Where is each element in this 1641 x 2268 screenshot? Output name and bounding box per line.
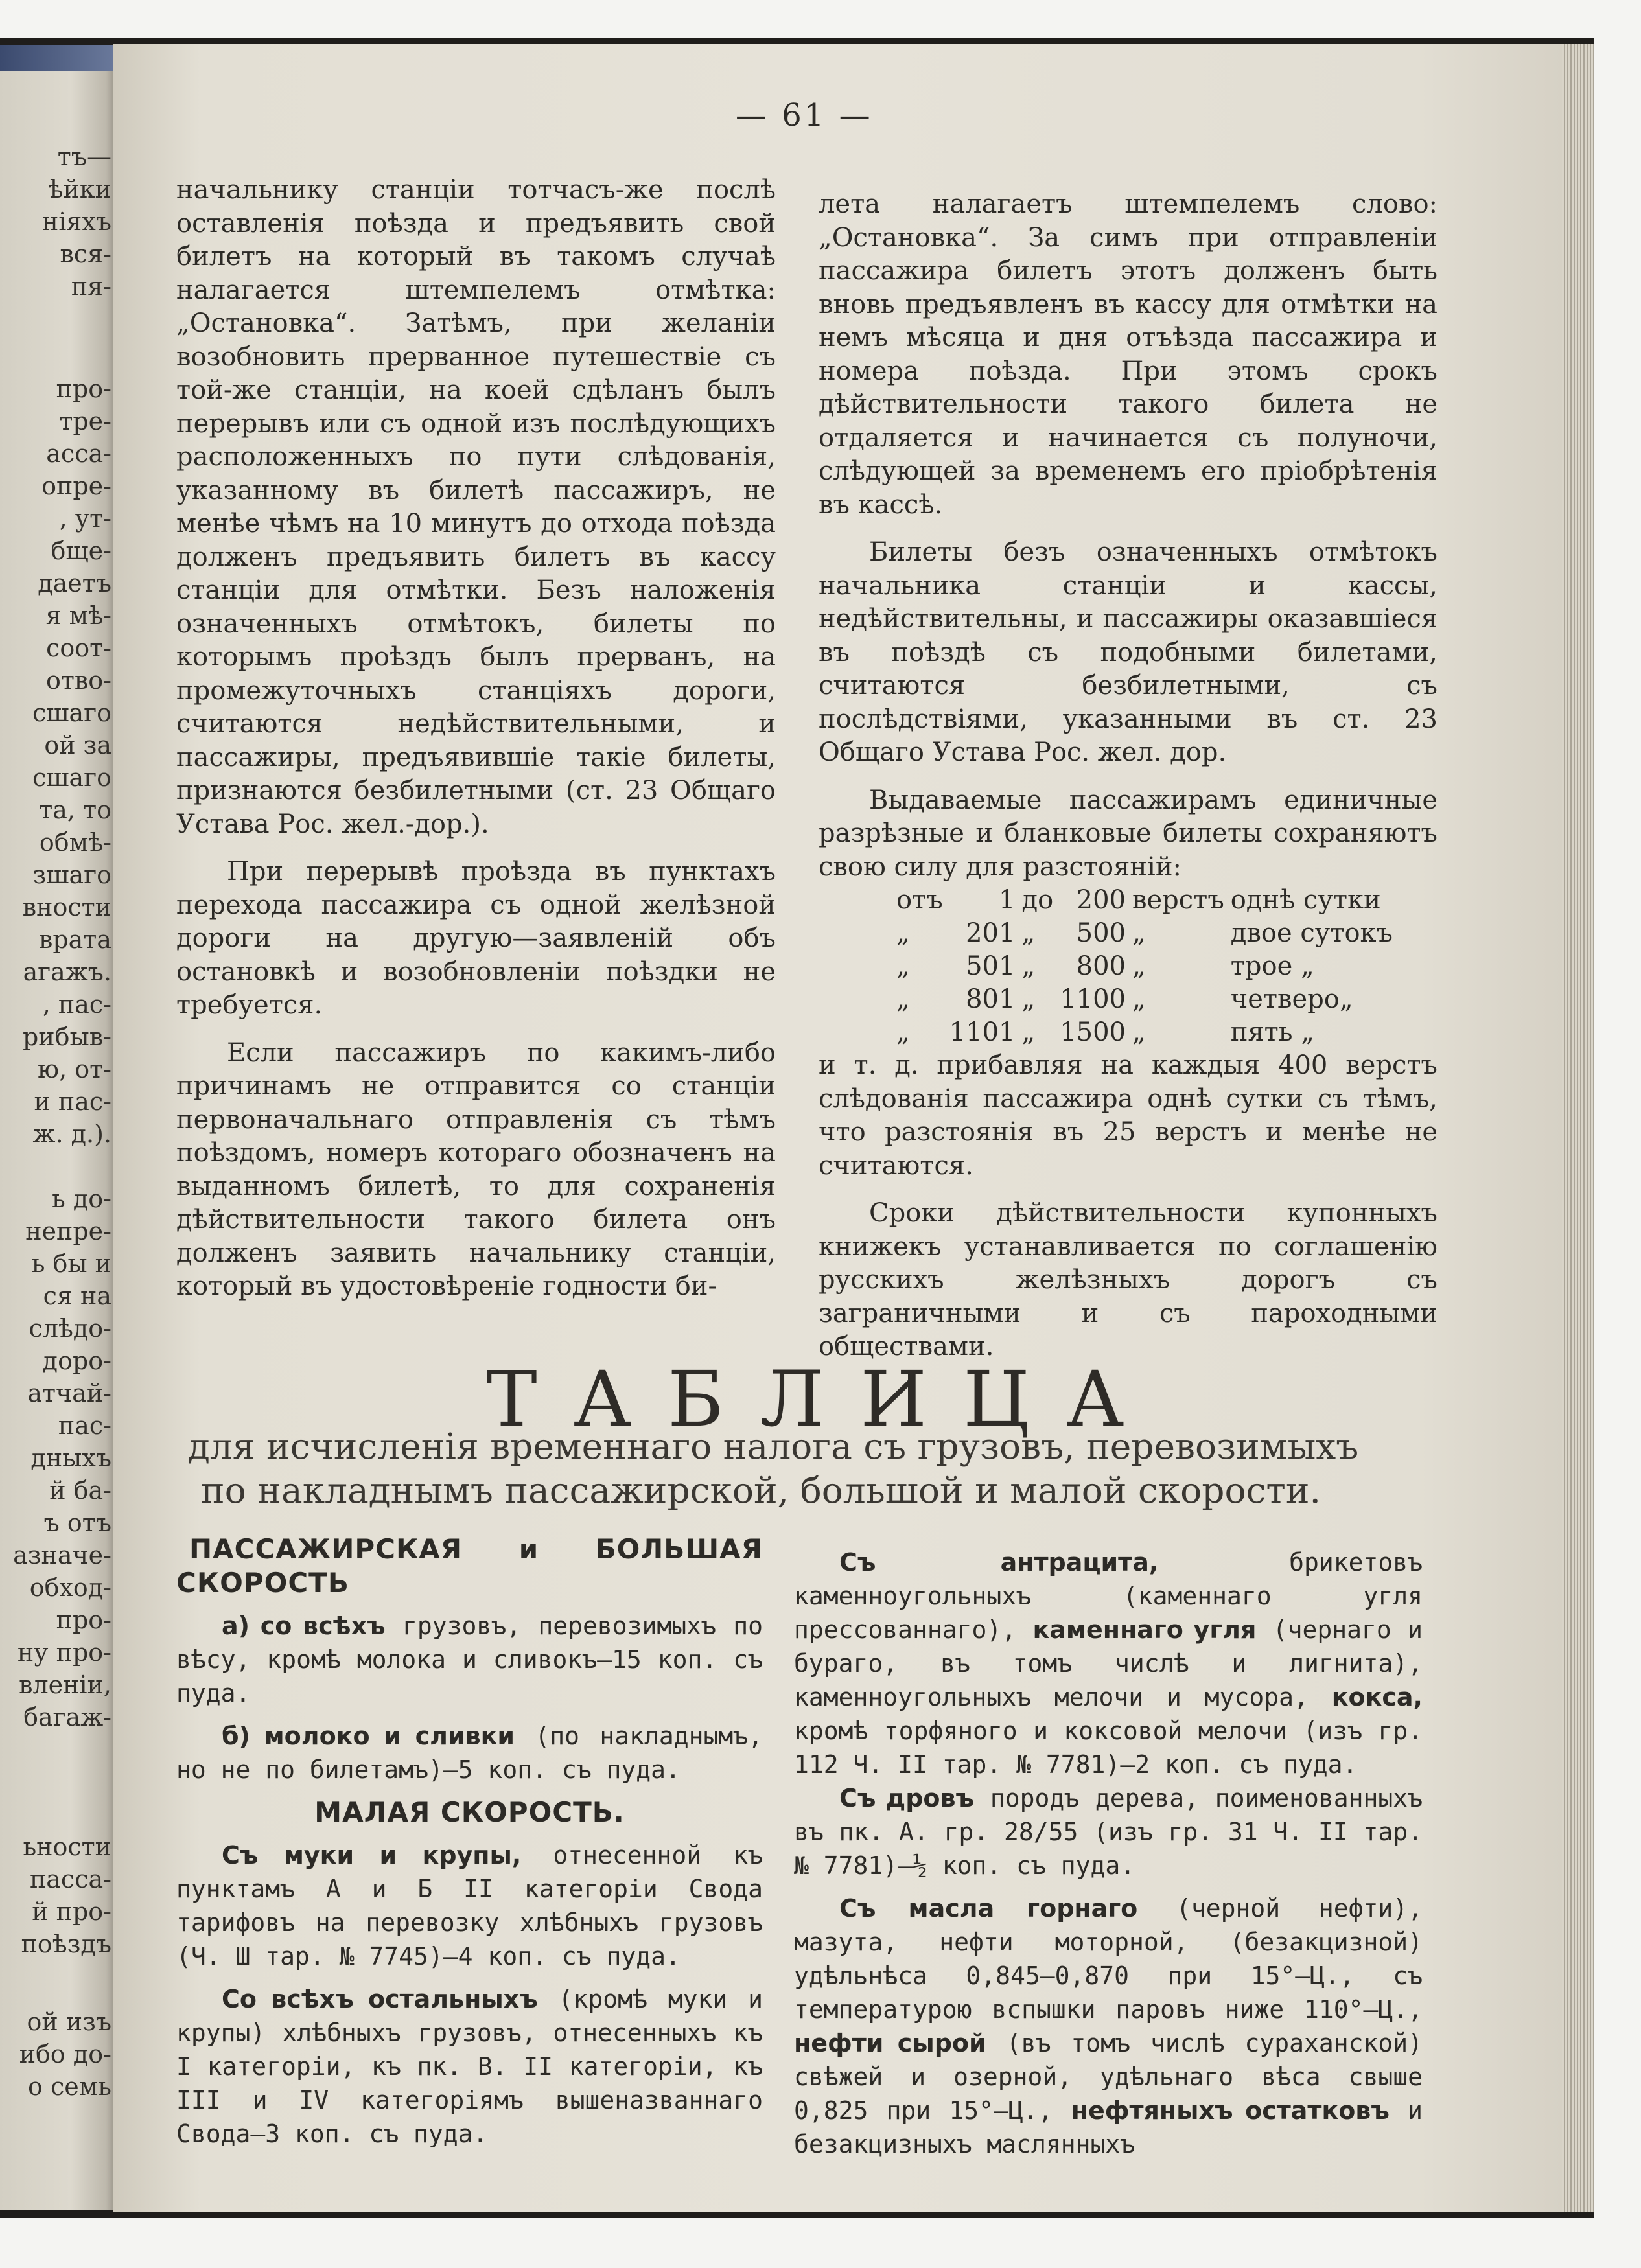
left-page-fragment: вленіи, [19,1671,111,1699]
left-page-fragment: опре- [41,472,111,500]
left-page-fragment: ой изъ [27,2008,111,2036]
left-page-fragment: ніяхъ [41,207,111,236]
paragraph: начальнику станціи тотчасъ-же послѣ оставленія поѣзда и предъявить свой билетъ на который въ такомъ случаѣ налагается штемпелемъ отмѣтка: „Остановка“. Затѣмъ, при желаніи возобновить прерванное путешествіе съ той-же станціи, на коей сдѣланъ былъ перерывъ или съ одной изъ послѣдующихъ расположенныхъ по пути слѣдованія, указанному въ билетѣ пассажиръ, не менѣе чѣмъ на 10 минутъ до отхода поѣзда долженъ предъявить билетъ въ кассу станціи для отмѣтки. Безъ наложенія означенныхъ отмѣтокъ, билеты по которымъ проѣздъ былъ прерванъ, на промежуточныхъ станціяхъ дороги, считаются недѣйствительными, и пассажиры, предъявившіе такіе билеты, признаются безбилетными (ст. 23 Общаго Устава Рос. жел.-дор.). [176,175,776,839]
table-cell-from: 801 [966,984,1016,1014]
item-text: (по накладнымъ, но не по билетамъ)—5 коп. съ пуда. [176,1722,763,1784]
left-page-fragment: ьности [23,1833,111,1861]
tax-column-right [794,1545,1423,2161]
table-title: ТАБЛИЦА [486,1354,1161,1444]
table-row [896,884,1399,917]
left-page-fragment: сшаго [32,699,111,727]
table-cell-unit: „ [1132,1017,1146,1047]
left-page-fragment: та, то [39,796,111,824]
left-page-fragment: пасса- [29,1865,111,1893]
paragraph: Выдаваемые пассажирамъ единичные разрѣзные и бланковые билеты сохраняютъ свою силу для разстояній: [819,785,1437,882]
left-page-fragment: й про- [32,1897,111,1926]
item-label: кокса, [1331,1683,1423,1711]
left-page-fragment: ь до- [52,1185,111,1213]
item-label: Со всѣхъ остальныхъ [222,1985,538,2013]
paragraph: Билеты безъ означенныхъ отмѣтокъ начальника станціи и кассы, недѣйствительны, и пассажиры оказавшіеся въ поѣздѣ съ подобными билетами, считаются безбилетными, съ послѣдствіями, указанными въ ст. 23 Общаго Устава Рос. жел. дор. [819,537,1437,767]
table-cell-period: трое „ [1230,951,1314,981]
table-cell-to: 1100 [1060,984,1126,1014]
item-label: б) молоко и сливки [222,1722,515,1750]
table-cell-sep: до [1021,885,1054,915]
left-page-fragment: ибо до- [19,2040,111,2068]
item-label: Съ антрацита, [839,1548,1159,1577]
left-page-fragment: дныхъ [30,1444,111,1472]
paragraph: Если пассажиръ по какимъ-либо причинамъ не отправится со станціи первоначальнаго отправленія съ тѣмъ поѣздомъ, номеръ котораго обозначенъ на выданномъ билетѣ, то для сохраненія дѣйствительности такого билета онъ долженъ заявить начальнику станціи, который въ удостовѣреніе годности би- [176,1037,776,1301]
table-cell-unit: „ [1132,951,1146,981]
left-page-fragment: бще- [51,537,111,565]
item-label: Съ муки и крупы, [222,1841,522,1869]
item-text: и безакцизныхъ маслянныхъ [794,2096,1423,2158]
item-label: Съ масла горнаго [839,1894,1138,1923]
left-page-fragment: пя- [71,272,111,301]
table-subtitle-line1: для исчисленія временнаго налога съ грузовъ, перевозимыхъ [188,1426,1359,1467]
item-label: каменнаго угля [1032,1615,1257,1644]
table-cell-sep: „ [1021,984,1036,1014]
left-page-fragment: багаж- [23,1703,111,1731]
table-cell-period: однѣ сутки [1230,885,1381,915]
item-text: (черной нефти), мазута, нефти моторной, (безакцизной) удѣльнѣса 0,845—0,870 при 15°—Ц., съ температурою вспышки паровъ ниже 110°—Ц., [794,1894,1423,2024]
left-page-fragment: ѣйки [48,175,111,203]
table-cell-to: 200 [1076,885,1126,915]
left-page-fragment: доро- [42,1347,111,1375]
left-page-fragment: врата [38,925,111,954]
table-cell-period: четверо„ [1230,984,1353,1014]
left-page-fragment: , ут- [59,504,111,533]
left-page-fragment: азначе- [13,1541,111,1569]
paragraph: лета налагаетъ штемпелемъ слово: „Остановка“. За симъ при отправленіи пассажира билетъ этотъ долженъ быть вновь предъявленъ въ кассу для отмѣтки на немъ мѣсяца и дня отъѣзда пассажира и номера поѣзда. При этомъ срокъ дѣйствительности такого билета не отдаляется и начинается съ полуночи, слѣдующей за временемъ его пріобрѣтенія въ кассѣ. [819,189,1437,520]
left-page-fragment: ж. д.). [32,1120,111,1148]
left-page-edge [0,45,118,2210]
left-page-fragment: зшаго [32,861,111,889]
item-text: (кромѣ муки и крупы) хлѣбныхъ грузовъ, отнесенныхъ къ I категоріи, къ пк. В. II категоріи, къ III и IV категоріямъ вышеназваннаго Свода—3 коп. съ пуда. [176,1985,763,2148]
table-cell-unit: „ [1132,918,1146,948]
left-page-fragment: про- [56,375,111,403]
left-page-fragment: вся- [60,240,111,268]
table-cell-prefix: „ [896,1017,910,1047]
item-text: кромѣ торфяного и коксовой мелочи (изъ гр. 112 Ч. II тар. № 7781)—2 коп. съ пуда. [794,1717,1423,1779]
item-oil [794,1892,1423,2161]
item-b [176,1719,763,1787]
item-label: нефти сырой [794,2029,986,2057]
table-cell-unit: „ [1132,984,1146,1014]
binding-strip [0,45,118,71]
table-cell-unit: верстъ [1132,885,1224,915]
table-cell-sep: „ [1021,951,1036,981]
table-row [896,1016,1399,1049]
left-page-fragment: тъ— [57,143,111,171]
left-page-fragment: асса- [46,439,111,468]
item-text: отнесенной къ пунктамъ А и Б II категоріи Свода тарифовъ на перевозку хлѣбныхъ грузовъ (Ч. Ш тар. № 7745)—4 коп. съ пуда. [176,1841,763,1971]
item-text: грузовъ, перевозимыхъ по вѣсу, кромѣ молока и сливокъ—15 коп. съ пуда. [176,1612,763,1707]
left-page-fragment: сшаго [32,763,111,792]
left-page-fragment: ь бы и [31,1249,111,1278]
table-subtitle-line2: по накладнымъ пассажирской, большой и малой скорости. [201,1470,1321,1511]
left-page-fragment: ся на [43,1282,111,1310]
left-page-fragment: атчай- [27,1379,111,1407]
table-cell-prefix: „ [896,951,910,981]
table-cell-prefix: „ [896,984,910,1014]
left-page-fragment: пас- [58,1411,111,1440]
left-page-fragment: я мѣ- [45,601,111,630]
item-text: (въ томъ числѣ сураханской) свѣжей и озерной, удѣльнаго вѣса свыше 0,825 при 15°—Ц., [794,2029,1423,2125]
page-stack-edge [1562,44,1594,2212]
paragraph: При перерывѣ проѣзда въ пунктахъ перехода пассажира съ одной желѣзной дороги на другую—заявленій объ остановкѣ и возобновленіи поѣздки не требуется. [176,857,776,1020]
item-other [176,1982,763,2151]
table-row [896,983,1399,1016]
section-heading: ПАССАЖИРСКАЯ и БОЛЬШАЯ СКОРОСТЬ [176,1533,763,1599]
item-a [176,1609,763,1710]
table-row [896,917,1399,950]
section-heading: МАЛАЯ СКОРОСТЬ. [314,1796,625,1828]
left-page-fragment: , пас- [42,990,111,1019]
left-page-fragment: рибыв- [22,1023,111,1051]
left-page-fragment: тре- [59,407,111,435]
item-label: нефтяныхъ остатковъ [1071,2096,1390,2125]
item-label: а) со всѣхъ [222,1612,386,1640]
text-column-left [176,174,776,1304]
left-page-fragment: соот- [46,634,111,662]
table-cell-from: 501 [966,951,1016,981]
left-page-fragment: ой за [44,731,111,759]
item-text: породъ дерева, поименованныхъ въ пк. А. гр. 28/55 (изъ гр. 31 Ч. II тар. № 7781)—½ коп. съ пуда. [794,1784,1423,1880]
table-cell-sep: „ [1021,918,1036,948]
left-page-fragment: ю, от- [38,1055,111,1083]
left-page-fragment: обход- [29,1573,111,1602]
table-cell-from: 1101 [949,1017,1016,1047]
left-page-fragment: слѣдо- [29,1314,111,1343]
item-text: (чернаго и бураго, въ томъ числѣ и лигнита), каменноугольныхъ мелочи и мусора, [794,1615,1423,1711]
left-page-fragment: й ба- [49,1476,111,1505]
table-cell-from: 1 [999,885,1016,915]
table-cell-to: 500 [1076,918,1126,948]
item-wood [794,1781,1423,1882]
table-cell-period: двое сутокъ [1230,918,1393,948]
table-cell-to: 800 [1076,951,1126,981]
table-cell-prefix: отъ [896,885,943,915]
item-anthracite [794,1545,1423,1781]
item-flour [176,1838,763,1973]
left-page-fragment: поѣздъ [21,1930,111,1958]
tax-column-left [176,1533,763,2151]
item-text: брикетовъ каменноугольныхъ (каменнаго угля прессованнаго), [794,1548,1423,1644]
page-number: — 61 — [736,97,873,133]
paragraph: и т. д. прибавляя на каждыя 400 верстъ слѣдованія пассажира однѣ сутки съ тѣмъ, что разстоянія въ 25 верстъ и менѣе не считаются. [819,1050,1437,1181]
left-page-fragment: обмѣ- [39,828,111,857]
left-page-fragment: отво- [45,666,111,695]
table-cell-to: 1500 [1060,1017,1126,1047]
left-page-fragment: ну про- [17,1638,111,1667]
left-page-fragment: о семь [28,2072,111,2101]
table-row [896,950,1399,983]
item-label: Съ дровъ [839,1784,975,1812]
paragraph: Сроки дѣйствительности купонныхъ книжекъ устанавливается по соглашенію русскихъ желѣзныхъ дорогъ съ заграничными и съ пароходными обществами. [819,1198,1437,1361]
left-page-fragment: и пас- [34,1087,111,1116]
left-page-fragment: вности [22,893,111,921]
left-page-fragment: даетъ [38,569,111,597]
text-column-right [819,188,1437,1364]
validity-table [896,884,1399,1049]
table-cell-period: пять „ [1230,1017,1315,1047]
table-cell-sep: „ [1021,1017,1036,1047]
left-page-fragment: непре- [25,1217,111,1245]
left-page-fragment: агажъ. [23,958,111,986]
left-page-fragment: про- [56,1606,111,1634]
table-cell-prefix: „ [896,918,910,948]
left-page-fragment: ъ отъ [43,1509,111,1537]
table-cell-from: 201 [966,918,1016,948]
